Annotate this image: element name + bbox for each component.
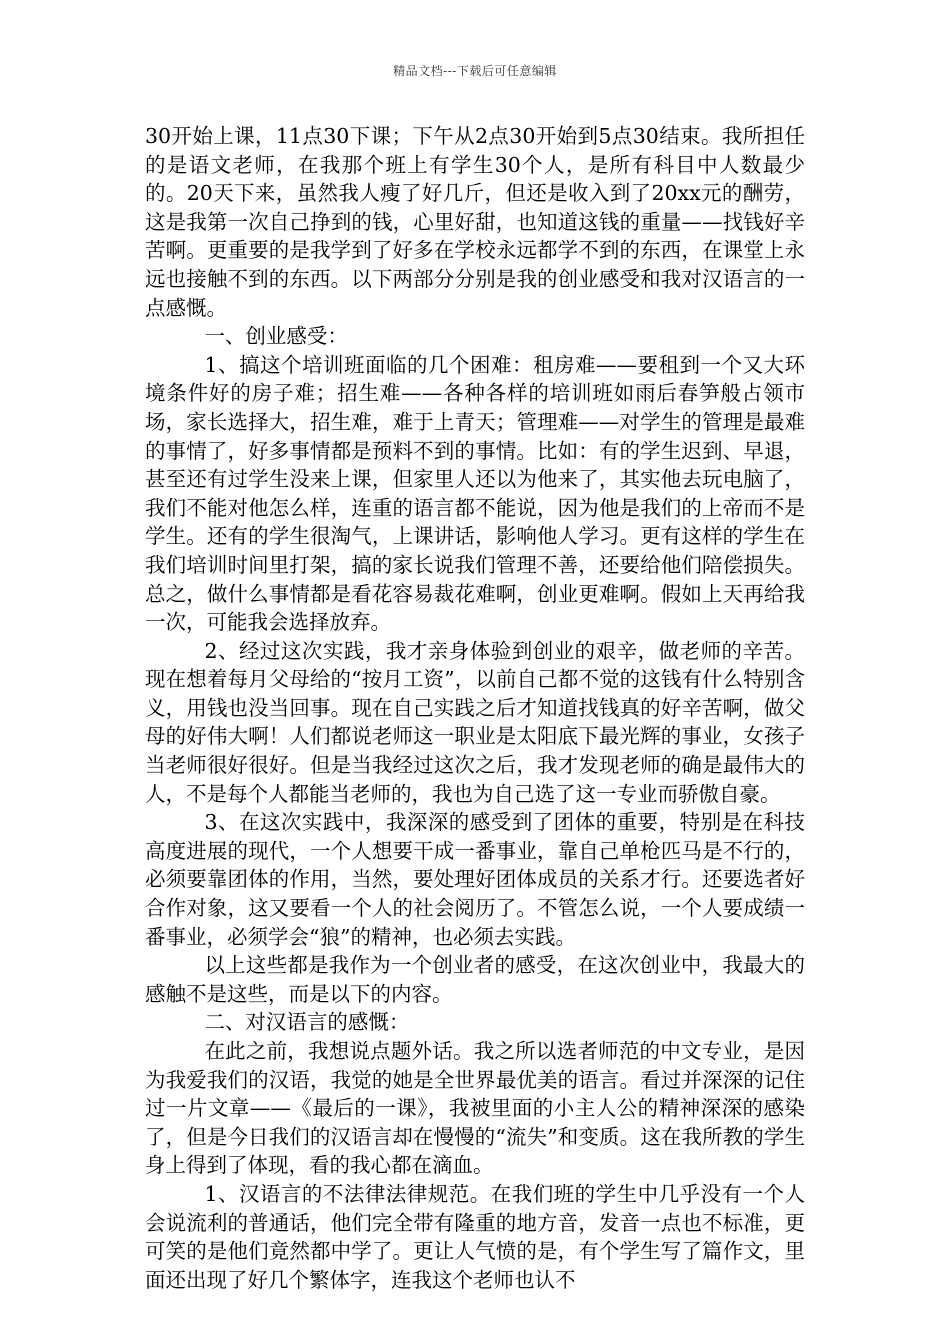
paragraph-digression: 在此之前，我想说点题外话。我之所以选者师范的中文专业，是因为我爱我们的汉语，我觉的她是全世界最优美的语言。看过并深深的记住过一片文章——《最后的一课》，我被里面的小主人公的精神深深的感染了，但是今日我们的汉语言却在慢慢的“流失”和变质。这在我所教的学生身上得到了体现，看的我心都在滴血。: [145, 1039, 805, 1178]
paragraph-hardship: 2、经过这次实践，我才亲身体验到创业的艰辛，做老师的辛苦。现在想着每月父母给的“按月工资”，以前自己都不觉的这钱有什么特别含义，用钱也没当回事。现在自己实践之后才知道找钱真的好辛苦啊，做父母的好伟大啊！人们都说老师这一职业是太阳底下最光辉的事业，女孩子当老师很好很好。但是当我经过这次之后，我才发现老师的确是最伟大的人，不是每个人都能当老师的，我也为自己选了这一专业而骄傲自豪。: [145, 638, 805, 806]
paragraph-difficulties: 1、搞这个培训班面临的几个困难：租房难——要租到一个又大环境条件好的房子难；招生难——各种各样的培训班如雨后春笋般占领市场，家长选择大，招生难，难于上青天；管理难——对学生的管理是最难的事情了，好多事情都是预料不到的事情。比如：有的学生迟到、早退，甚至还有过学生没来上课，但家里人还以为他来了，其实他去玩电脑了，我们不能对他怎么样，连重的语言都不能说，因为他是我们的上帝而不是学生。还有的学生很淘气，上课讲话，影响他人学习。更有这样的学生在我们培训时间里打架，搞的家长说我们管理不善，还要给他们陪偿损失。总之，做什么事情都是看花容易裁花难啊，创业更难啊。假如上天再给我一次，可能我会选择放弃。: [145, 352, 805, 635]
section-heading-chinese-language: 二、对汉语言的感慨：: [204, 1010, 410, 1035]
paragraph-summary: 以上这些都是我作为一个创业者的感受，在这次创业中，我最大的感触不是这些，而是以下的内容。: [145, 953, 805, 1006]
paragraph-teamwork: 3、在这次实践中，我深深的感受到了团体的重要，特别是在科技高度进展的现代，一个人想要干成一番事业，靠自己单枪匹马是不行的，必须要靠团体的作用，当然，要处理好团体成员的关系才行。还要选者好合作对象，这又要看一个人的社会阅历了。不管怎么说，一个人要成绩一番事业，必须学会“狼”的精神，也必须去实践。: [145, 810, 805, 949]
paragraph-nonstandard-language: 1、汉语言的不法律法律规范。在我们班的学生中几乎没有一个人会说流利的普通话，他们完全带有隆重的地方音，发音一点也不标准，更可笑的是他们竟然都中学了。更让人气愤的是，有个学生写了篇作文，里面还出现了好几个繁体字，连我这个老师也认不: [145, 1181, 805, 1292]
page-header: 精品文档---下载后可任意编辑: [393, 64, 557, 78]
document-body: [145, 122, 805, 1294]
paragraph-intro: 30开始上课，11点30下课；下午从2点30开始到5点30结束。我所担任的是语文老师，在我那个班上有学生30个人，是所有科目中人数最少的。20天下来，虽然我人瘦了好几斤，但还是收入到了20xx元的酬劳，这是我第一次自己挣到的钱，心里好甜，也知道这钱的重量——找钱好辛苦啊。更重要的是我学到了好多在学校永远都学不到的东西，在课堂上永远也接触不到的东西。以下两部分分别是我的创业感受和我对汉语言的一点感慨。: [145, 124, 805, 320]
section-heading-entrepreneurship: 一、创业感受：: [204, 324, 348, 349]
